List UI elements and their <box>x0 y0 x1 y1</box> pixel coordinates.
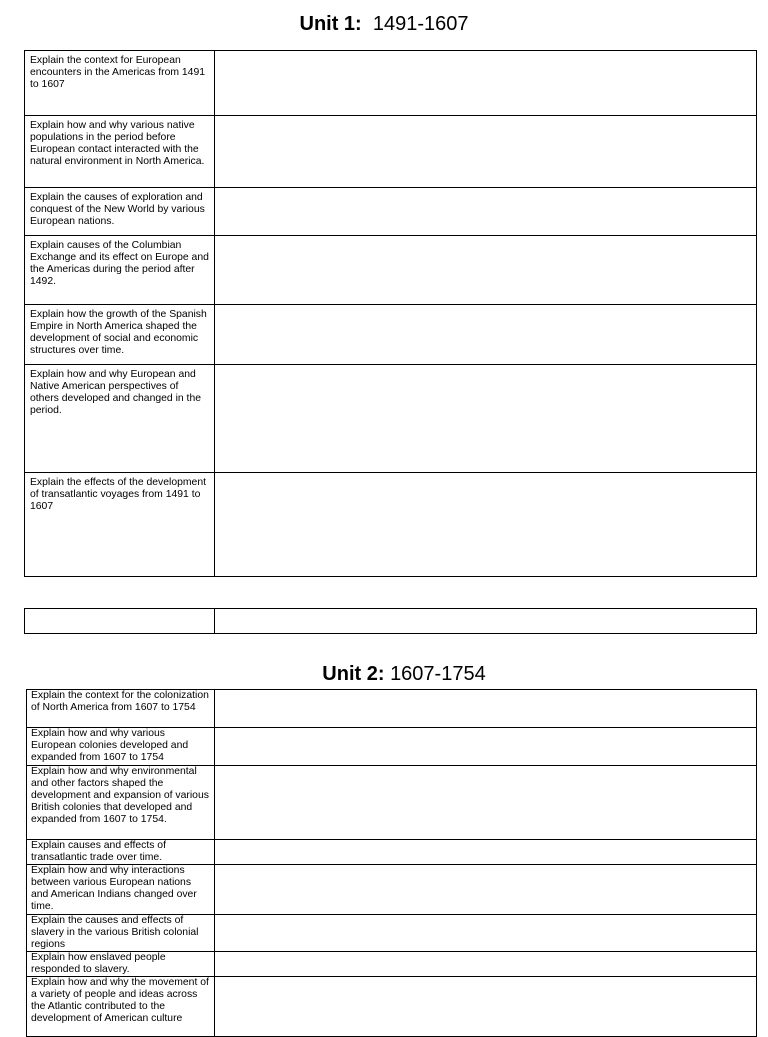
table-row <box>27 952 757 977</box>
prompt-cell <box>25 305 215 365</box>
answer-cell[interactable] <box>215 952 757 977</box>
table-row <box>27 977 757 1037</box>
answer-cell[interactable] <box>215 51 757 116</box>
prompt-cell <box>27 952 215 977</box>
table-row <box>25 116 757 188</box>
table-row <box>25 236 757 305</box>
prompt-cell <box>25 365 215 473</box>
table-row <box>25 609 757 634</box>
prompt-text: Explain how and why European and Native American perspectives of others developed and changed in the period. <box>30 369 202 416</box>
answer-cell[interactable] <box>215 865 757 915</box>
table-row <box>27 865 757 915</box>
empty-cell[interactable] <box>25 609 215 634</box>
prompt-cell <box>25 236 215 305</box>
prompt-text: Explain how and why the movement of a variety of people and ideas across the Atlantic contributed to the development of American culture <box>31 977 209 1024</box>
answer-cell[interactable] <box>215 728 757 766</box>
prompt-text: Explain how and why environmental and other factors shaped the development and expansion of various British colonies that developed and expanded from 1607 to 1754. <box>31 766 209 825</box>
answer-cell[interactable] <box>215 305 757 365</box>
prompt-cell <box>27 728 215 766</box>
prompt-cell <box>27 977 215 1037</box>
unit2-title <box>20 662 768 686</box>
answer-cell[interactable] <box>215 977 757 1037</box>
prompt-text: Explain how and why interactions between various European nations and American Indians changed over time. <box>31 865 197 912</box>
answer-cell[interactable] <box>215 236 757 305</box>
prompt-text: Explain the context for European encounters in the Americas from 1491 to 1607 <box>30 55 206 90</box>
table-row <box>27 690 757 728</box>
table-row <box>25 473 757 577</box>
prompt-cell <box>27 840 215 865</box>
answer-cell[interactable] <box>215 473 757 577</box>
answer-cell[interactable] <box>215 690 757 728</box>
table-row <box>25 51 757 116</box>
prompt-text: Explain how and why various native populations in the period before European contact interacted with the natural environment in North America. <box>30 120 205 167</box>
table-row <box>27 728 757 766</box>
prompt-text: Explain causes of the Columbian Exchange and its effect on Europe and the Americas during the period after 1492. <box>30 240 209 287</box>
table-row <box>27 915 757 952</box>
prompt-cell <box>27 915 215 952</box>
answer-cell[interactable] <box>215 116 757 188</box>
answer-cell[interactable] <box>215 915 757 952</box>
prompt-cell <box>27 865 215 915</box>
unit1-title <box>0 12 768 36</box>
table-row <box>25 365 757 473</box>
prompt-text: Explain the causes and effects of slavery in the various British colonial regions <box>31 915 199 950</box>
table-row <box>25 305 757 365</box>
empty-cell[interactable] <box>215 609 757 634</box>
table-row <box>25 188 757 236</box>
prompt-text: Explain how and why various European colonies developed and expanded from 1607 to 1754 <box>31 728 189 763</box>
prompt-text: Explain the causes of exploration and conquest of the New World by various European nations. <box>30 192 205 227</box>
prompt-text: Explain how the growth of the Spanish Empire in North America shaped the development of social and economic structures over time. <box>30 309 207 356</box>
unit1-label: Unit 1: <box>299 13 362 35</box>
prompt-text: Explain how enslaved people responded to slavery. <box>31 952 166 975</box>
answer-cell[interactable] <box>215 188 757 236</box>
unit2-range: 1607-1754 <box>390 663 486 685</box>
unit1-table <box>24 50 757 577</box>
prompt-cell <box>27 690 215 728</box>
prompt-text: Explain the effects of the development of transatlantic voyages from 1491 to 1607 <box>30 477 206 512</box>
answer-cell[interactable] <box>215 840 757 865</box>
answer-cell[interactable] <box>215 365 757 473</box>
answer-cell[interactable] <box>215 766 757 840</box>
prompt-cell <box>25 51 215 116</box>
prompt-cell <box>25 116 215 188</box>
prompt-cell <box>25 473 215 577</box>
prompt-text: Explain the context for the colonization of North America from 1607 to 1754 <box>31 690 209 713</box>
table-row <box>27 840 757 865</box>
table-row <box>27 766 757 840</box>
prompt-cell <box>25 188 215 236</box>
prompt-text: Explain causes and effects of transatlantic trade over time. <box>31 840 166 863</box>
unit1-range: 1491-1607 <box>372 13 469 35</box>
unit2-label: Unit 2: <box>322 663 385 685</box>
unit2-table <box>26 689 757 1037</box>
empty-table <box>24 608 757 634</box>
prompt-cell <box>27 766 215 840</box>
